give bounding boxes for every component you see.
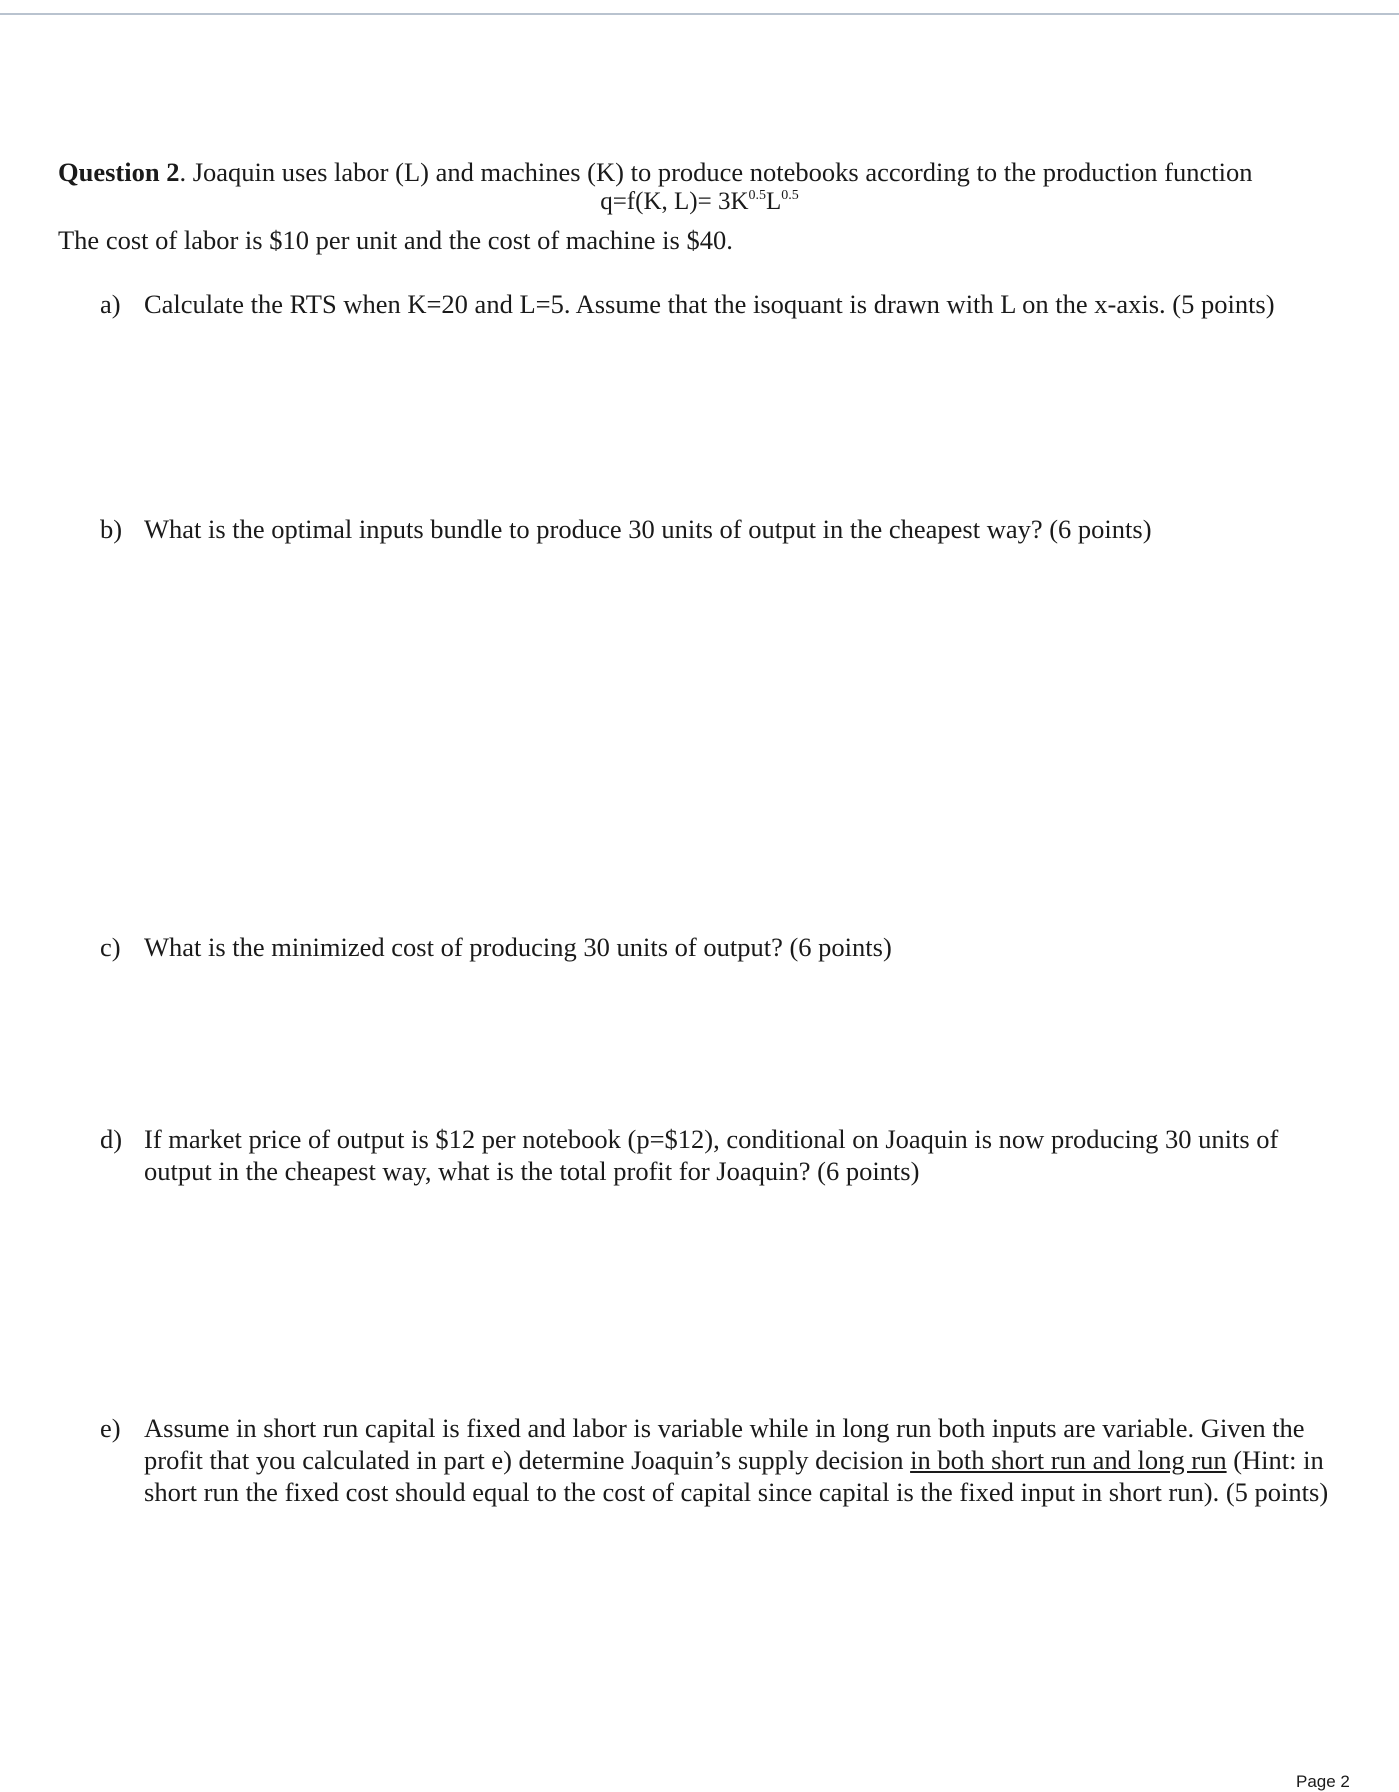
part-b-text: What is the optimal inputs bundle to produce 30 units of output in the cheapest way? (6 points): [144, 514, 1152, 544]
part-a-text: Calculate the RTS when K=20 and L=5. Assume that the isoquant is drawn with L on the x-axis. (5 points): [144, 289, 1275, 319]
formula-k-exponent: 0.5: [748, 188, 767, 203]
formula-l: L: [766, 188, 782, 215]
part-c-label: c): [100, 932, 121, 962]
production-function: [0, 188, 1399, 216]
question-intro: [58, 156, 1343, 189]
part-c: [100, 931, 1345, 963]
part-e-text-before: Assume in short run capital is fixed and labor is variable while in long run both inputs are variable. Given the profit that you calculated in part e) determine Joaquin’s supply decision: [144, 1413, 1305, 1475]
cost-statement: The cost of labor is $10 per unit and the cost of machine is $40.: [58, 225, 733, 255]
part-e-underlined: in both short run and long run: [910, 1445, 1227, 1475]
part-e-text-after: (Hint: in short run the fixed cost should equal to the cost of capital since capital is the fixed input in short run). (5 points): [144, 1445, 1329, 1507]
part-e: [100, 1412, 1345, 1508]
part-a: [100, 288, 1345, 320]
part-d: [100, 1123, 1345, 1187]
question-number: Question 2: [58, 157, 180, 187]
part-b: [100, 513, 1345, 545]
part-b-label: b): [100, 514, 123, 544]
part-d-text: If market price of output is $12 per notebook (p=$12), conditional on Joaquin is now producing 30 units of output in the cheapest way, what is the total profit for Joaquin? (6 points): [144, 1124, 1279, 1186]
page-number: Page 2: [1296, 1772, 1350, 1791]
part-e-label: e): [100, 1413, 121, 1443]
question-intro-text: . Joaquin uses labor (L) and machines (K) to produce notebooks according to the production function: [179, 157, 1253, 187]
formula-l-exponent: 0.5: [781, 188, 799, 203]
part-c-text: What is the minimized cost of producing 30 units of output? (6 points): [144, 932, 892, 962]
formula-base: q=f(K, L)= 3K: [600, 188, 749, 215]
part-e-text: [144, 1412, 1345, 1508]
part-d-label: d): [100, 1124, 123, 1154]
top-border-line: [0, 13, 1399, 15]
part-a-label: a): [100, 289, 121, 319]
